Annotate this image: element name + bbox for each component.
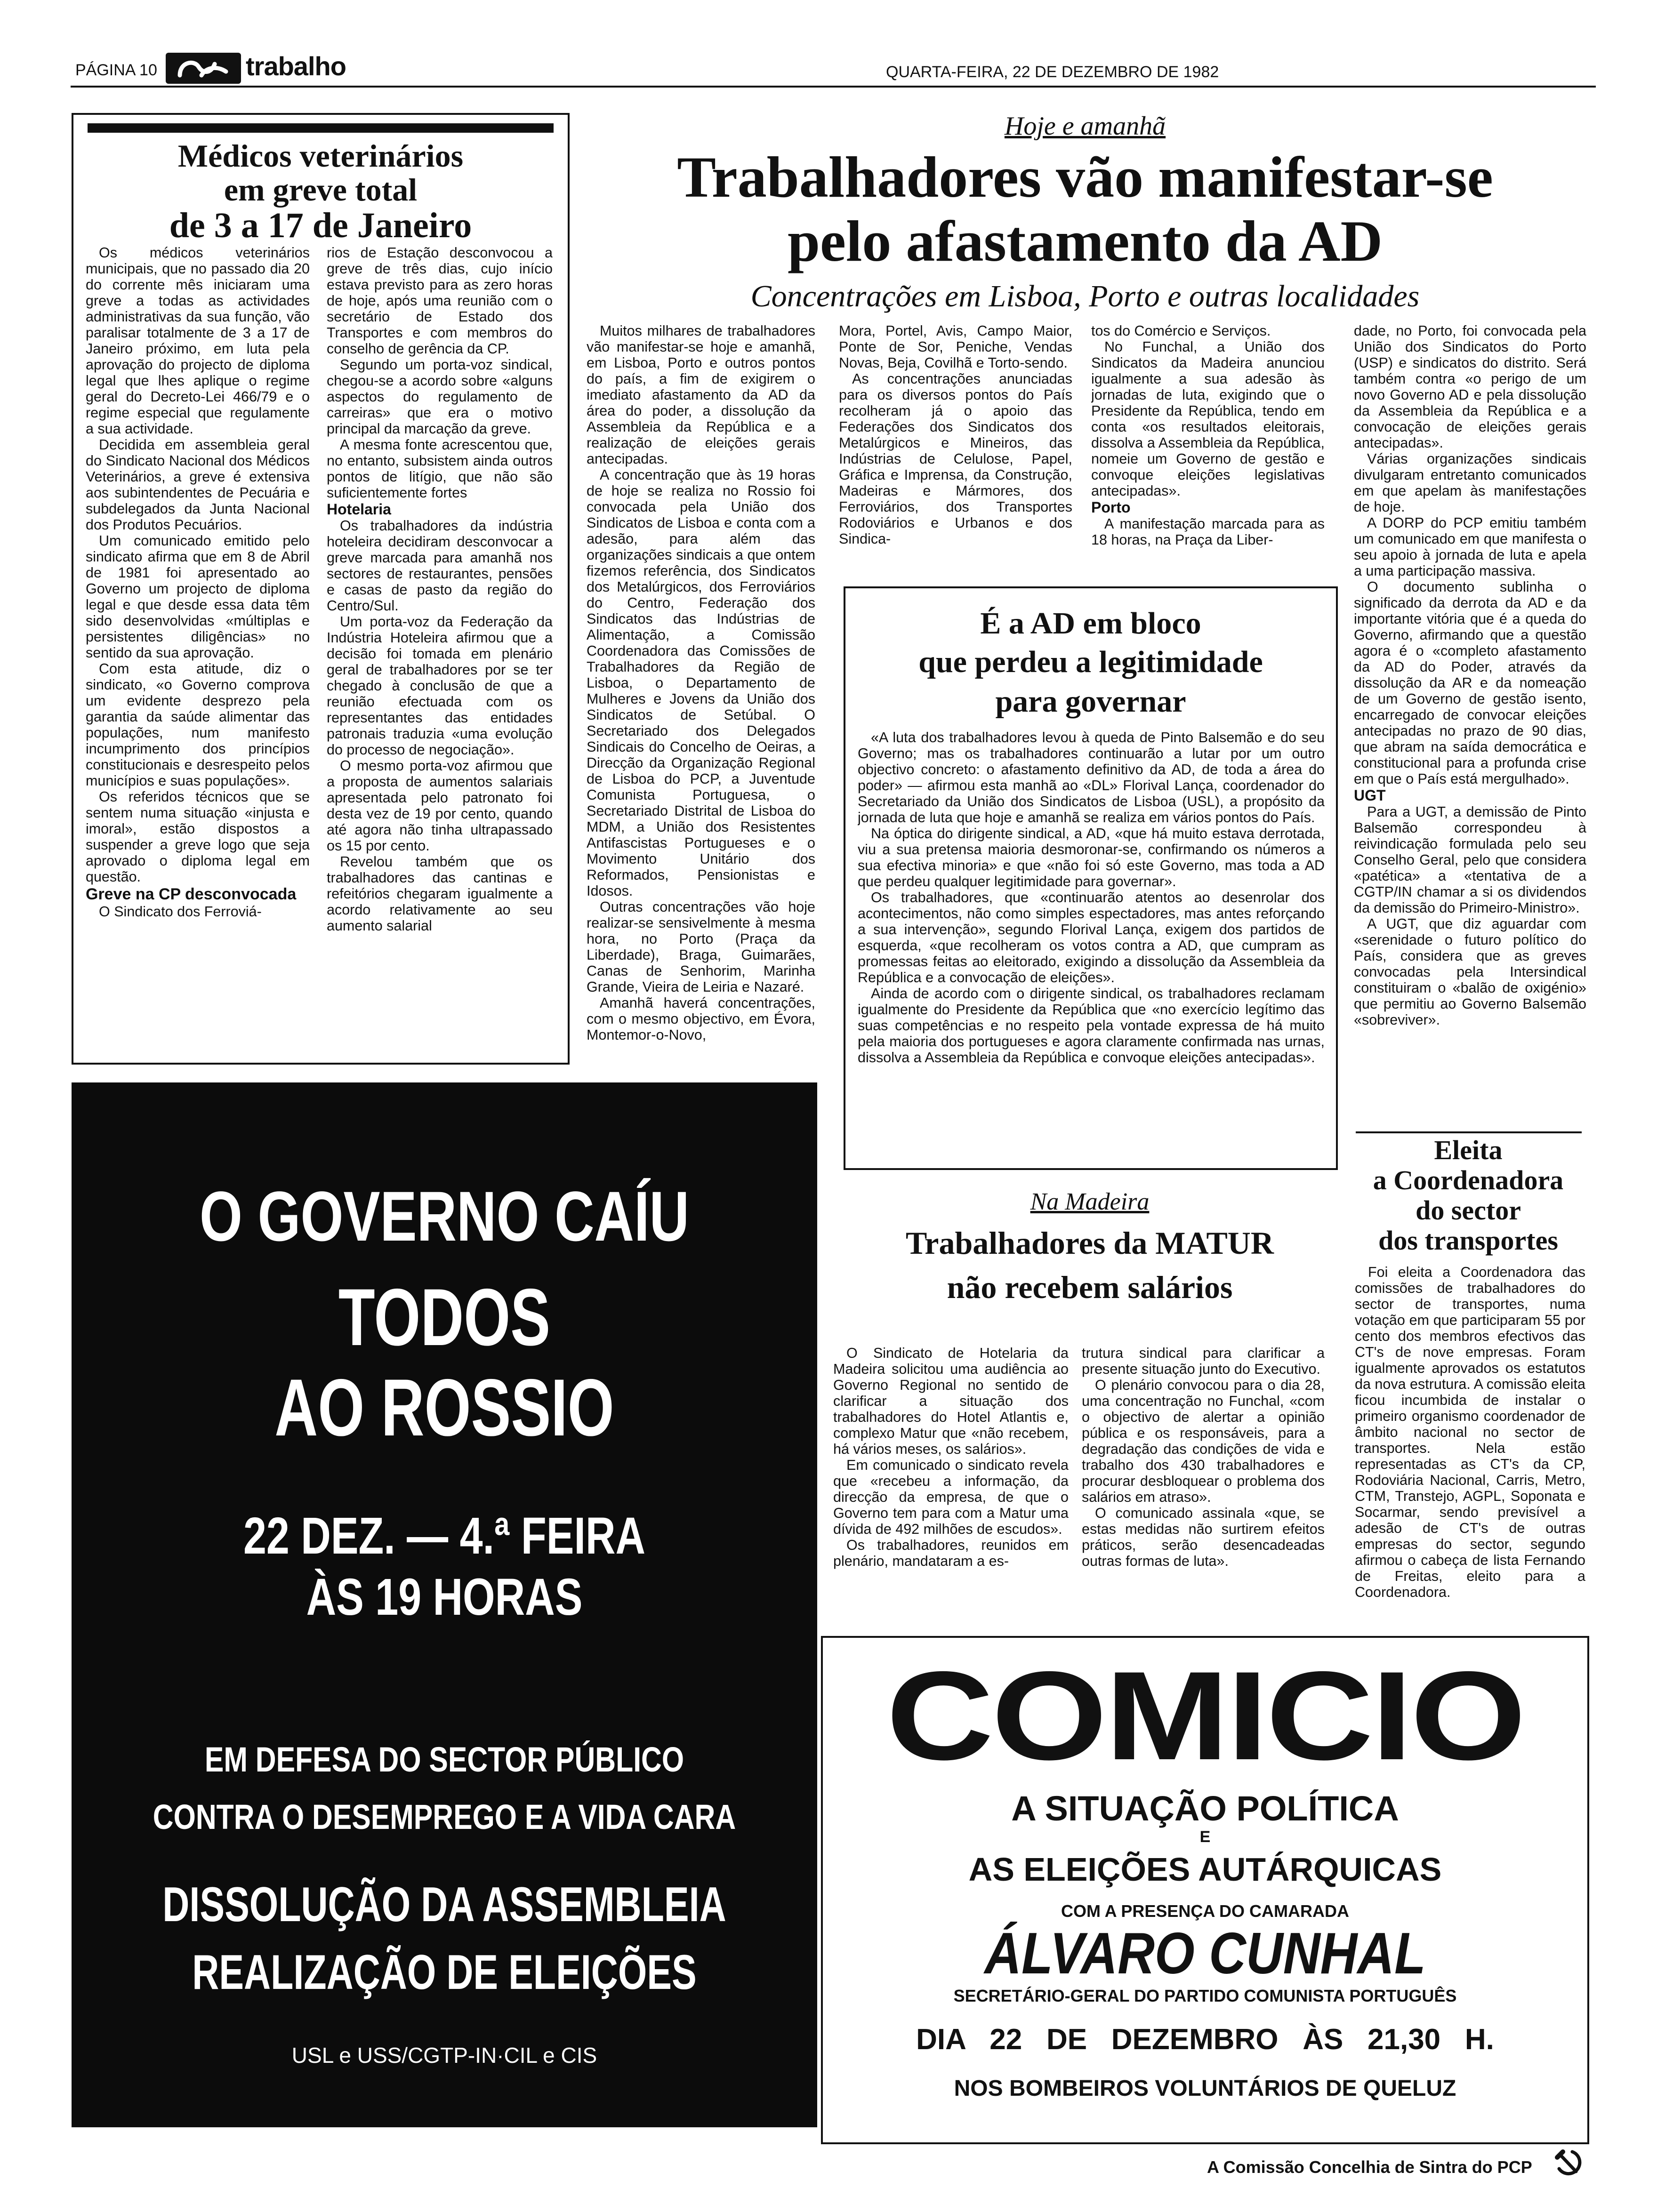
ad-line-eleicoes: REALIZAÇÃO DE ELEIÇÕES xyxy=(192,1945,697,2000)
vet-title-3: de 3 a 17 de Janeiro xyxy=(169,206,472,245)
main-paragraph: A UGT, que diz aguardar com «serenidade o futuro político do País, considera que as greves convocadas pela Intersindical constituiram o «balão de oxigénio» que permitiu ao Governo Balsemão «sobreviver». xyxy=(1354,916,1586,1028)
ad-line-signatories: USL e USS/CGTP-IN·CIL e CIS xyxy=(291,2043,597,2068)
madeira-paragraph: O plenário convocou para o dia 28, uma concentração no Funchal, «com o objectivo de alertar a opinião pública e os responsáveis, para a degradação das condições de vida e trabalho dos 430 trabalhadores e procurar desbloquear o problema dos salários em atraso». xyxy=(1082,1377,1325,1505)
ad-line-rossio: AO ROSSIO xyxy=(274,1362,614,1453)
main-paragraph: A manifestação marcada para as 18 horas, na Praça da Liber- xyxy=(1091,516,1325,548)
main-title-1: Trabalhadores vão manifestar-se xyxy=(677,145,1493,209)
comicio-advert xyxy=(821,1636,1589,2144)
comicio-line-cunhal: ÁLVARO CUNHAL xyxy=(984,1921,1426,1986)
vet-paragraph: Um porta-voz da Federação da Indústria Hoteleira afirmou que a decisão foi tomada em plenário geral de trabalhadores por se ter chegado à conclusão de que a reunião efectuada com os representantes das entidades patronais traduzia «uma evolução do processo de negociação». xyxy=(327,614,553,758)
main-paragraph: Outras concentrações vão hoje realizar-se sensivelmente à mesma hora, no Porto (Praça da Liberdade), Braga, Guimarães, Canas de Senhorim, Marinha Grande, Vieira de Leiria e Nazaré. xyxy=(587,899,815,995)
comicio-line-situacao: A SITUAÇÃO POLÍTICA xyxy=(1011,1789,1399,1828)
main-paragraph: O documento sublinha o significado da derrota da AD e da importante vitória que é a queda do Governo, afirmando que a questão agora é o «completo afastamento da AD do Poder, através da dissolução da AR e da nomeação de um Governo de gestão isento, encarregado de convocar eleições antecipadas no prazo de 90 dias, que abram na saída democrática e constitucional para a profunda crise em que o País está mergulhado». xyxy=(1354,579,1586,787)
eleita-title-3: do sector xyxy=(1416,1195,1521,1226)
rossio-advert xyxy=(72,1082,817,2127)
comicio-line-dia: DIA 22 DE DEZEMBRO ÀS 21,30 H. xyxy=(916,2023,1494,2056)
eleita-top-rule xyxy=(1356,1131,1582,1133)
main-column-4 xyxy=(1354,323,1586,1132)
madeira-paragraph: trutura sindical para clarificar a presente situação junto do Executivo. xyxy=(1082,1345,1325,1377)
vet-paragraph: Um comunicado emitido pelo sindicato afirma que em 8 de Abril de 1981 foi apresentado ao Governo um projecto de diploma legal e que desde essa data têm sido desenvolvidas «múltiplas e persistentes diligências» no sentido da sua aprovação. xyxy=(86,533,310,661)
vet-subheading-cp: Greve na CP desconvocada xyxy=(86,885,297,903)
comicio-line-e: E xyxy=(1199,1828,1211,1846)
ad-bloco-paragraph: Ainda de acordo com o dirigente sindical, os trabalhadores reclamam igualmente do Presidente da República que «no exercício legítimo das suas competências e no respeito pela vontade expressa de há muito pela maioria dos portugueses e agora claramente confirmada nas urnas, dissolva a Assembleia da República e convoque eleições antecipadas». xyxy=(858,986,1325,1066)
main-paragraph: As concentrações anunciadas para os diversos pontos do País recolheram já o apoio das Federações dos Sindicatos dos Metalúrgicos e Mineiros, das Indústrias de Celulose, Papel, Gráfica e Imprensa, da Construção, Madeiras e Mármores, dos Ferroviários, dos Transportes Rodoviários e Urbanos e dos Sindica- xyxy=(839,371,1072,547)
main-paragraph: Para a UGT, a demissão de Pinto Balsemão correspondeu à reivindicação formulada pelo seu Conselho Geral, pelo que considera «patética» a «tentativa de a CGTP/IN chamar a si os dividendos da demissão do Primeiro-Ministro». xyxy=(1354,804,1586,916)
main-paragraph: No Funchal, a União dos Sindicatos da Madeira anunciou igualmente a sua adesão às jornadas de luta, exigindo que o Presidente da República, tendo em conta «os resultados eleitorais, dissolva a Assembleia da República, nomeie um Governo de gestão e convoque eleições legislativas antecipadas». xyxy=(1091,339,1325,499)
main-paragraph: A concentração que às 19 horas de hoje se realiza no Rossio foi convocada pela União dos Sindicatos de Lisboa e conta com a adesão, para além das organizações sindicais a que ontem fizemos referência, dos Sindicatos dos Metalúrgicos, dos Ferroviários do Centro, Federação dos Sindicatos das Indústrias de Alimentação, a Comissão Coordenadora das Comissões de Trabalhadores da Região de Lisboa, o Departamento de Mulheres e Jovens da União dos Sindicatos de Setúbal. O Secretariado dos Delegados Sindicais do Concelho de Oeiras, a Direcção da Organização Regional de Lisboa do PCP, a Juventude Comunista Portuguesa, o Secretariado Distrital de Lisboa do MDM, a União dos Resistentes Antifascistas Portugueses e o Movimento Unitário dos Reformados, Pensionistas e Idosos. xyxy=(587,467,815,899)
vet-column-2 xyxy=(327,245,553,1059)
main-subheading-ugt: UGT xyxy=(1354,787,1386,804)
ad-bloco-paragraph: Na óptica do dirigente sindical, a AD, «que há muito estava derrotada, viu a sua pretensa maioria desmoronar-se, confirmando os números a sua efectiva minoria» e que «não foi só este Governo, mas toda a AD que perdeu qualquer legitimidade para governar». xyxy=(858,825,1325,890)
header-rule xyxy=(71,86,1596,88)
main-kicker: Hoje e amanhã xyxy=(1004,112,1166,141)
vet-paragraph: O Sindicato dos Ferroviá- xyxy=(99,904,262,920)
main-subheading-porto: Porto xyxy=(1091,499,1131,516)
vet-paragraph: Segundo um porta-voz sindical, chegou-se a acordo sobre «alguns aspectos do regulamento de carreiras» que era o motivo principal da marcação da greve. xyxy=(327,357,553,437)
eleita-title-2: a Coordenadora xyxy=(1373,1165,1564,1195)
madeira-paragraph: O comunicado assinala «que, se estas medidas não surtirem efeitos práticos, serão desencadeadas outras formas de luta». xyxy=(1082,1505,1325,1569)
page-number: PÁGINA 10 xyxy=(75,61,157,79)
vet-paragraph: A mesma fonte acrescentou que, no entanto, subsistem ainda outros pontos de litígio, que não são suficientemente fortes xyxy=(327,437,553,501)
comicio-line-local: NOS BOMBEIROS VOLUNTÁRIOS DE QUELUZ xyxy=(954,2076,1456,2101)
ad-line-todos: TODOS xyxy=(338,1272,551,1362)
eleita-title-1: Eleita xyxy=(1434,1135,1503,1165)
main-paragraph: Mora, Portel, Avis, Campo Maior, Ponte de Sor, Peniche, Vendas Novas, Beja, Covilhã e Torto-sendo. xyxy=(839,323,1072,371)
ad-line-governo: O GOVERNO CAÍU xyxy=(199,1177,690,1256)
ad-line-hour: ÀS 19 HORAS xyxy=(306,1568,583,1626)
madeira-kicker: Na Madeira xyxy=(1030,1188,1150,1215)
vet-paragraph: rios de Estação desconvocou a greve de três dias, cujo início estava previsto para as zero horas de hoje, após uma reunião com o secretário de Estado dos Transportes e com membros do conselho de gerência da CP. xyxy=(327,245,553,357)
ad-bloco-title-1: É a AD em bloco xyxy=(980,606,1201,641)
ad-bloco-title-3: para governar xyxy=(995,684,1186,719)
vet-box-topbar xyxy=(88,123,554,133)
eleita-paragraph: Foi eleita a Coordenadora das comissões de trabalhadores do sector de transportes, numa votação em que participaram 55 por cento dos membros efectivos das CT's de nove empresas. Foram igualmente aprovados os estatutos da nova estrutura. A comissão eleita ficou incumbida de instalar o primeiro organismo coordenador de âmbito nacional no sector de transportes. Nela estão representadas as CT's da CP, Rodoviária Nacional, Carris, Metro, CTM, Transtejo, AGPL, Soponata e Socarmar, sendo previsível a adesão de CT's de outras empresas do sector, segundo afirmou o cabeça de lista Fernando de Freitas, eleito para a Coordenadora. xyxy=(1355,1264,1585,1600)
madeira-column-1 xyxy=(833,1345,1069,1623)
vet-paragraph: Os médicos veterinários municipais, que no passado dia 20 do corrente mês iniciaram uma greve a todas as actividades administrativas da sua função, vão paralisar totalmente de 3 a 17 de Janeiro próximo, em luta pela aprovação do projecto de diploma legal que lhes aplique o regime geral do Decreto-Lei 466/79 e o regime especial que regulamente a sua actividade. xyxy=(86,245,310,437)
ad-line-desemprego: CONTRA O DESEMPREGO E A VIDA CARA xyxy=(153,1797,736,1836)
hammer-sickle-icon xyxy=(1553,2148,1584,2178)
vet-column-1 xyxy=(86,245,310,1059)
madeira-paragraph: Os trabalhadores, reunidos em plenário, mandataram a es- xyxy=(833,1537,1069,1569)
section-logo-icon xyxy=(166,53,241,84)
vet-paragraph: Os referidos técnicos que se sentem numa situação «injusta e imoral», estão dispostos a suspender a greve logo que seja aprovado o diploma legal em questão. xyxy=(86,789,310,885)
madeira-paragraph: O Sindicato de Hotelaria da Madeira solicitou uma audiência ao Governo Regional no sentido de clarificar a situação dos trabalhadores do Hotel Atlantis e, complexo Matur que «não recebem, há vários meses, os salários». xyxy=(833,1345,1069,1457)
main-paragraph: Várias organizações sindicais divulgaram entretanto comunicados em que apelam às manifestações de hoje. xyxy=(1354,451,1586,515)
main-paragraph: dade, no Porto, foi convocada pela União dos Sindicatos do Porto (USP) e sindicatos do distrito. Será também contra «o perigo de um novo Governo AD e pela dissolução da Assembleia da República e a convocação de eleições gerais antecipadas». xyxy=(1354,323,1586,451)
comicio-title: COMICIO xyxy=(886,1645,1524,1786)
vet-paragraph: Decidida em assembleia geral do Sindicato Nacional dos Médicos Veterinários, a greve é extensiva aos subintendentes de Pecuária e subdelegados da Junta Nacional dos Produtos Pecuários. xyxy=(86,437,310,533)
main-paragraph: A DORP do PCP emitiu também um comunicado em que manifesta o seu apoio à jornada de luta e apela a uma participação massiva. xyxy=(1354,515,1586,579)
vet-paragraph: Os trabalhadores da indústria hoteleira decidiram desconvocar a greve marcada para amanhã nos sectores de restaurantes, pensões e casas de pasto da região do Centro/Sul. xyxy=(327,518,553,614)
main-paragraph: tos do Comércio e Serviços. xyxy=(1091,323,1271,339)
vet-subheading-hotelaria: Hotelaria xyxy=(327,501,391,518)
ad-bloco-title-2: que perdeu a legitimidade xyxy=(918,645,1263,679)
main-column-3 xyxy=(1091,323,1325,568)
eleita-body xyxy=(1355,1264,1585,1622)
main-column-2 xyxy=(839,323,1072,558)
vet-title-1: Médicos veterinários xyxy=(177,138,464,174)
main-column-1 xyxy=(587,323,815,1057)
section-title: trabalho xyxy=(246,51,346,81)
comicio-line-autarquicas: AS ELEIÇÕES AUTÁRQUICAS xyxy=(968,1851,1442,1888)
section-logo xyxy=(166,53,241,84)
comicio-line-presenca: COM A PRESENÇA DO CAMARADA xyxy=(1061,1901,1349,1921)
madeira-column-2 xyxy=(1082,1345,1325,1623)
ad-bloco-body xyxy=(858,729,1325,1162)
vet-paragraph: O mesmo porta-voz afirmou que a proposta de aumentos salariais apresentada pelo patronato foi desta vez de 19 por cento, quando até agora não tinha ultrapassado os 15 por cento. xyxy=(327,758,553,854)
madeira-paragraph: Em comunicado o sindicato revela que «recebeu a informação, da direcção da empresa, de que o Governo tem para com a Matur uma dívida de 492 milhões de escudos». xyxy=(833,1457,1069,1537)
eleita-title-4: dos transportes xyxy=(1378,1225,1558,1256)
main-title-2: pelo afastamento da AD xyxy=(787,209,1383,273)
main-paragraph: Amanhã haverá concentrações, com o mesmo objectivo, em Évora, Montemor-o-Novo, xyxy=(587,995,815,1043)
comicio-line-secretario: SECRETÁRIO-GERAL DO PARTIDO COMUNISTA PORTUGUÊS xyxy=(953,1986,1457,2005)
vet-title-2: em greve total xyxy=(224,172,418,208)
comicio-footer: A Comissão Concelhia de Sintra do PCP xyxy=(1207,2157,1532,2177)
ad-bloco-paragraph: Os trabalhadores, que «continuarão atentos ao desenrolar dos acontecimentos, não como simples espectadores, mas antes reforçando a sua intervenção», segundo Florival Lança, exigem dos partidos de esquerda, «que recolheram os votos contra a AD, que cumpram as promessas feitas ao eleitorado, exigindo a dissolução da Assembleia da República e a convocação de eleições». xyxy=(858,890,1325,986)
ad-line-date: 22 DEZ. — 4.ª FEIRA xyxy=(243,1507,646,1565)
main-paragraph: Muitos milhares de trabalhadores vão manifestar-se hoje e amanhã, em Lisboa, Porto e outros pontos do país, a fim de exigirem o imediato afastamento da AD da área do poder, a dissolução da Assembleia da República e a realização de eleições gerais antecipadas. xyxy=(587,323,815,467)
vet-paragraph: Com esta atitude, diz o sindicato, «o Governo comprova um evidente desprezo pela garantia da saúde alimentar das populações, num manifesto incumprimento dos princípios constitucionais e desrespeito pelos municípios e suas populações». xyxy=(86,661,310,789)
ad-bloco-paragraph: «A luta dos trabalhadores levou à queda de Pinto Balsemão e do seu Governo; mas os trabalhadores continuarão a lutar por um outro objectivo concreto: o afastamento definitivo da AD, de toda a área do poder» — afirmou esta manhã ao «DL» Florival Lança, coordenador do Secretariado da União dos Sindicatos de Lisboa (USL), a propósito da jornada de luta que hoje e amanhã se realiza em vários pontos do País. xyxy=(858,729,1325,825)
vet-paragraph: Revelou também que os trabalhadores das cantinas e refeitórios chegaram igualmente a acordo relativamente ao seu aumento salarial xyxy=(327,854,553,934)
madeira-title-2: não recebem salários xyxy=(947,1269,1233,1305)
main-subtitle: Concentrações em Lisboa, Porto e outras localidades xyxy=(750,279,1420,313)
ad-line-dissolucao: DISSOLUÇÃO DA ASSEMBLEIA xyxy=(162,1877,726,1932)
ad-line-sector: EM DEFESA DO SECTOR PÚBLICO xyxy=(204,1740,684,1779)
issue-date: QUARTA-FEIRA, 22 DE DEZEMBRO DE 1982 xyxy=(886,63,1219,81)
madeira-title-1: Trabalhadores da MATUR xyxy=(905,1225,1274,1261)
